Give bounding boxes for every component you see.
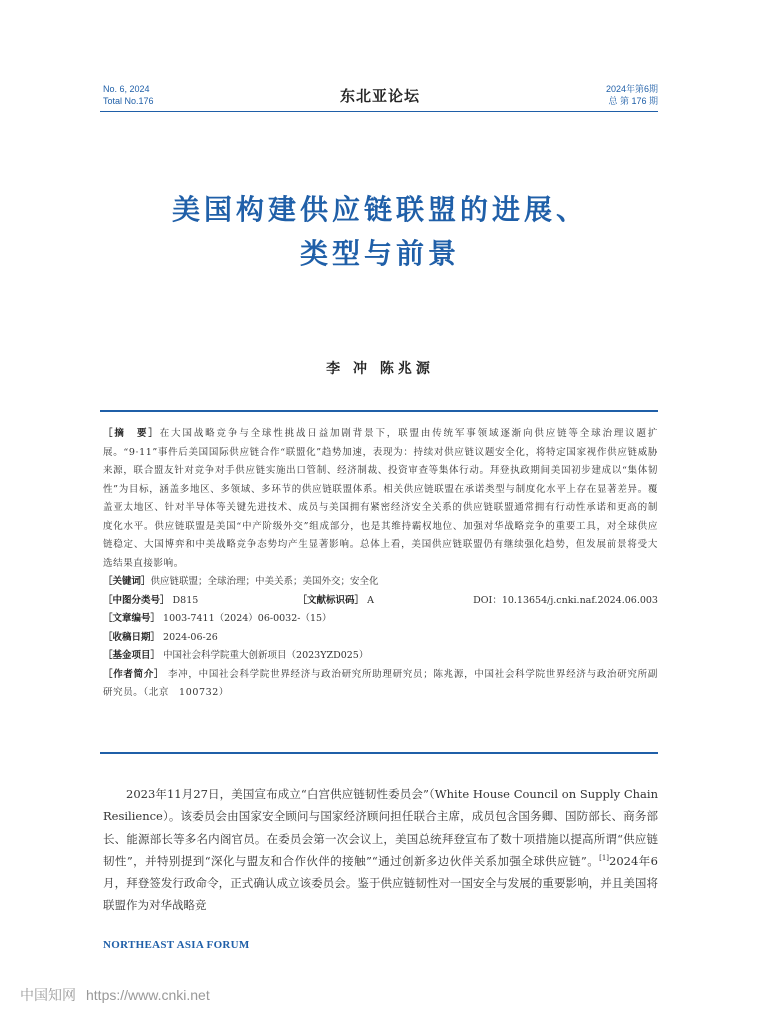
keywords-text: 供应链联盟；全球治理；中美关系；美国外交；安全化 <box>150 576 379 587</box>
classification-row <box>103 592 658 611</box>
clc-label: ［中图分类号］ <box>103 594 170 606</box>
doc-code-label: ［文献标识码］ <box>297 594 365 606</box>
fund-project <box>103 647 658 666</box>
abstract-text: 在大国战略竞争与全球性挑战日益加剧背景下，联盟由传统军事领域逐渐向供应链等全球治理议题扩展。“9·11”事件后美国国际供应链合作“联盟化”趋势加速，表现为：持续对供应链议题安全化，将特定国家视作供应链威胁来源，联合盟友针对竞争对手供应链实施出口管制、经济制裁、投资审查等集体行动。拜登执政期间美国初步建成以“集体韧性”为目标，涵盖多地区、多领域、多环节的供应链联盟体系。相关供应链联盟在承诺类型与制度化水平上存在显著差异。覆盖亚太地区、针对半导体等关键先进技术、成员与美国拥有紧密经济安全关系的供应链联盟通常拥有行动性承诺和更高的制度化水平。供应链联盟是美国“中产阶级外交”组成部分，也是其维持霸权地位、加强对华战略竞争的重要工具，对全球供应链稳定、大国博弈和中美战略竞争态势均产生显著影响。总体上看，美国供应链联盟仍有继续强化趋势，但发展前景将受大选结果直接影响。 <box>103 428 658 569</box>
author-info-value: 李冲，中国社会科学院世界经济与政治研究所助理研究员；陈兆源，中国社会科学院世界经济与政治研究所副研究员。（北京 100732） <box>103 668 658 698</box>
issue-number: No. 6, 2024 <box>103 84 150 94</box>
total-number-cn: 总 第 176 期 <box>608 96 658 106</box>
received-date-value: 2024-06-26 <box>163 631 218 643</box>
author-info <box>103 666 658 703</box>
article-title-line-1: 美国构建供应链联盟的进展、 <box>171 193 588 226</box>
body-text-part-1: 2023年11月27日，美国宣布成立“白宫供应链韧性委员会”（White House Council on Supply Chain Resilience）。该委员会由国家安全顾问与国家经济顾问担任联合主席，成员包含国务卿、国防部长、商务部长、能源部长等多名内阁官员。在委员会第一次会议上，美国总统拜登宣布了数十项措施以提高所谓“供应链韧性”，并特别提到“深化与盟友和合作伙伴的接触”“通过创新多边伙伴关系加强全球供应链”。 <box>103 787 658 868</box>
article-number-value: 1003-7411（2024）06-0032-（15） <box>163 613 332 624</box>
clc-block <box>103 592 198 611</box>
header-issue-cn <box>606 83 658 107</box>
doi: DOI：10.13654/j.cnki.naf.2024.06.003 <box>473 594 658 606</box>
doc-code-value: A <box>367 594 374 606</box>
issue-number-cn: 2024年第6期 <box>605 84 658 94</box>
abstract-bottom-rule <box>100 752 658 754</box>
article-metadata <box>103 425 658 703</box>
abstract-top-rule <box>100 410 658 412</box>
footer-journal-name: NORTHEAST ASIA FORUM <box>103 939 250 951</box>
body-paragraph <box>103 783 658 917</box>
journal-logo: 东北亚论坛 <box>339 87 420 105</box>
header-divider <box>100 111 658 112</box>
cnki-watermark <box>20 985 210 1005</box>
article-title-line-2: 类型与前景 <box>299 237 460 270</box>
author-info-label: ［作者简介］ <box>103 668 165 680</box>
article-number-label: ［文章编号］ <box>103 613 161 624</box>
doc-code-block <box>298 592 374 611</box>
article-authors: 李 冲 陈兆源 <box>326 361 434 377</box>
received-date <box>103 629 658 648</box>
abstract <box>103 425 658 573</box>
watermark-url[interactable]: https://www.cnki.net <box>86 987 210 1003</box>
total-number: Total No.176 <box>103 96 154 106</box>
fund-project-label: ［基金项目］ <box>103 650 161 661</box>
abstract-label: ［摘 要］ <box>103 428 160 439</box>
keywords <box>103 573 658 592</box>
received-date-label: ［收稿日期］ <box>103 631 161 643</box>
reference-mark[interactable]: [1] <box>599 854 610 863</box>
keywords-label: ［关键词］ <box>103 576 151 587</box>
article-body <box>103 783 658 917</box>
watermark-site-name: 中国知网 <box>20 987 76 1003</box>
clc-value: D815 <box>172 594 199 606</box>
fund-project-value: 中国社会科学院重大创新项目（2023YZD025） <box>163 650 369 661</box>
article-number <box>103 610 658 629</box>
body-text-part-2: 2024年6月，拜登签发行政命令，正式确认成立该委员会。鉴于供应链韧性对一国安全与发展的重要影响，并且美国将联盟作为对华战略竞 <box>103 853 658 913</box>
